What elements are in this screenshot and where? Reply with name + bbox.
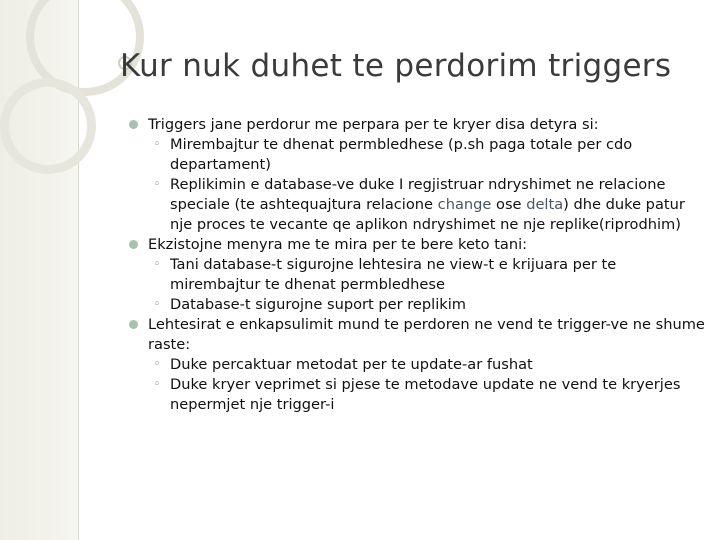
bullet-item — [148, 315, 708, 355]
bullet-dot-icon — [129, 240, 138, 249]
sub-bullet-item — [153, 355, 708, 375]
sub-bullet-text-part: Replikimin e database-ve duke I regjistruar ndryshimet ne relacione speciale (te ashtequajtura relacione — [170, 176, 666, 213]
slide-title: Kur nuk duhet te perdorim triggers — [120, 48, 672, 84]
bullet-dot-icon — [129, 320, 138, 329]
sub-bullet-text — [170, 176, 685, 233]
sub-bullet-icon: ◦ — [153, 257, 161, 272]
sub-bullet-text: Mirembajtur te dhenat permbledhese (p.sh paga totale per cdo departament) — [170, 136, 633, 173]
sub-bullet-text-part: ) dhe duke patur nje proces te vecante qe aplikon ndryshimet ne nje replike(riprodhim) — [170, 196, 685, 233]
sub-bullet-icon: ◦ — [153, 377, 161, 392]
bullet-text: Ekzistojne menyra me te mira per te bere keto tani: — [148, 236, 528, 253]
sub-bullet-icon: ◦ — [153, 137, 161, 152]
sub-bullet-icon: ◦ — [153, 357, 161, 372]
sub-bullet-icon: ◦ — [153, 177, 161, 192]
sub-bullet-icon: ◦ — [153, 297, 161, 312]
sub-bullet-text: Duke kryer veprimet si pjese te metodave update ne vend te kryerjes nepermjet nje trigger-i — [170, 376, 681, 413]
bullet-dot-icon — [129, 120, 138, 129]
bullet-item — [148, 235, 708, 255]
highlight-term-delta: delta — [526, 196, 564, 213]
bullet-item — [148, 115, 708, 135]
sub-bullet-item — [153, 135, 708, 175]
sub-bullet-item — [153, 175, 708, 235]
decor-ring-left — [0, 78, 96, 174]
sub-bullet-text: Duke percaktuar metodat per te update-ar fushat — [170, 356, 533, 373]
sub-bullet-text: Tani database-t sigurojne lehtesira ne view-t e krijuara per te mirembajtur te dhenat permbledhese — [170, 256, 617, 293]
sub-bullet-item — [153, 375, 708, 415]
bullet-text: Lehtesirat e enkapsulimit mund te perdoren ne vend te trigger-ve ne shume raste: — [148, 316, 705, 353]
slide-content — [148, 115, 708, 415]
highlight-term-change: change — [437, 196, 492, 213]
sub-bullet-item — [153, 295, 708, 315]
bullet-text: Triggers jane perdorur me perpara per te kryer disa detyra si: — [148, 116, 599, 133]
sub-bullet-item — [153, 255, 708, 295]
sub-bullet-text: Database-t sigurojne suport per replikim — [170, 296, 467, 313]
sub-bullet-text-part: ose — [491, 196, 527, 213]
